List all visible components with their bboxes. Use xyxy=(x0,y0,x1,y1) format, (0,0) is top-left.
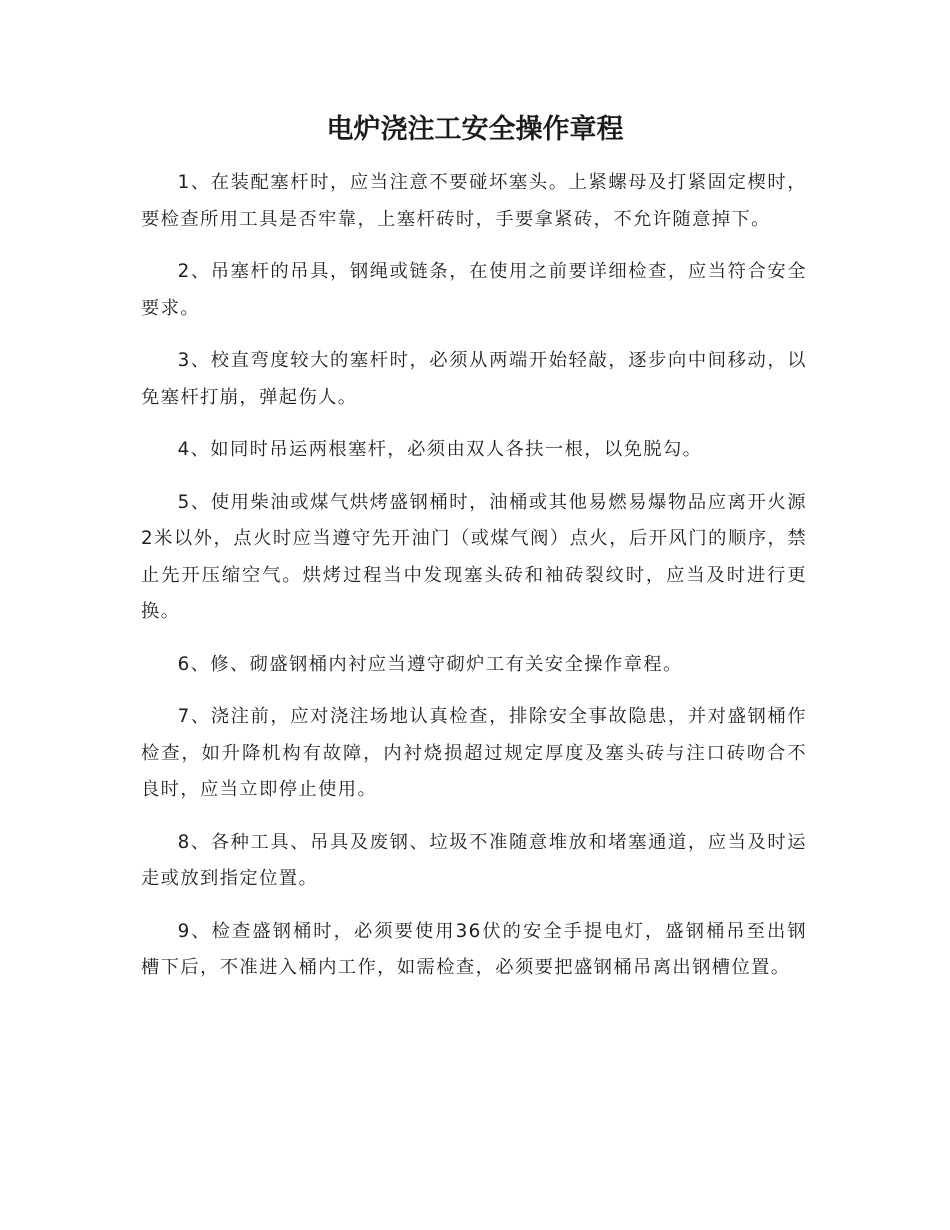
paragraph-2: 2、吊塞杆的吊具，钢绳或链条，在使用之前要详细检查，应当符合安全要求。 xyxy=(141,261,807,319)
paragraph-4: 4、如同时吊运两根塞杆，必须由双人各扶一根，以免脱勾。 xyxy=(177,439,703,460)
paragraph-3: 3、校直弯度较大的塞杆时，必须从两端开始轻敲，逐步向中间移动，以免塞杆打崩，弹起伤人。 xyxy=(141,350,807,408)
paragraph-5: 5、使用柴油或煤气烘烤盛钢桶时，油桶或其他易燃易爆物品应离开火源2米以外，点火时应当遵守先开油门（或煤气阀）点火，后开风门的顺序，禁止先开压缩空气。烘烤过程当中发现塞头砖和袖砖裂纹时，应当及时进行更换。 xyxy=(141,491,807,622)
paragraph-7: 7、浇注前，应对浇注场地认真检查，排除安全事故隐患，并对盛钢桶作检查，如升降机构有故障，内衬烧损超过规定厚度及塞头砖与注口砖吻合不良时，应当立即停止使用。 xyxy=(141,706,807,800)
paragraph-9: 9、检查盛钢桶时，必须要使用36伏的安全手提电灯，盛钢桶吊至出钢槽下后，不准进入桶内工作，如需检查，必须要把盛钢桶吊离出钢槽位置。 xyxy=(141,920,807,978)
paragraph-8: 8、各种工具、吊具及废钢、垃圾不准随意堆放和堵塞通道，应当及时运走或放到指定位置。 xyxy=(141,831,807,889)
document-body xyxy=(141,165,807,1003)
paragraph-6: 6、修、砌盛钢桶内衬应当遵守砌炉工有关安全操作章程。 xyxy=(177,653,683,675)
document-title: 电炉浇注工安全操作章程 xyxy=(326,114,624,145)
paragraph-1: 1、在装配塞杆时，应当注意不要碰坏塞头。上紧螺母及打紧固定楔时，要检查所用工具是否牢靠，上塞杆砖时，手要拿紧砖，不允许随意掉下。 xyxy=(141,172,807,230)
